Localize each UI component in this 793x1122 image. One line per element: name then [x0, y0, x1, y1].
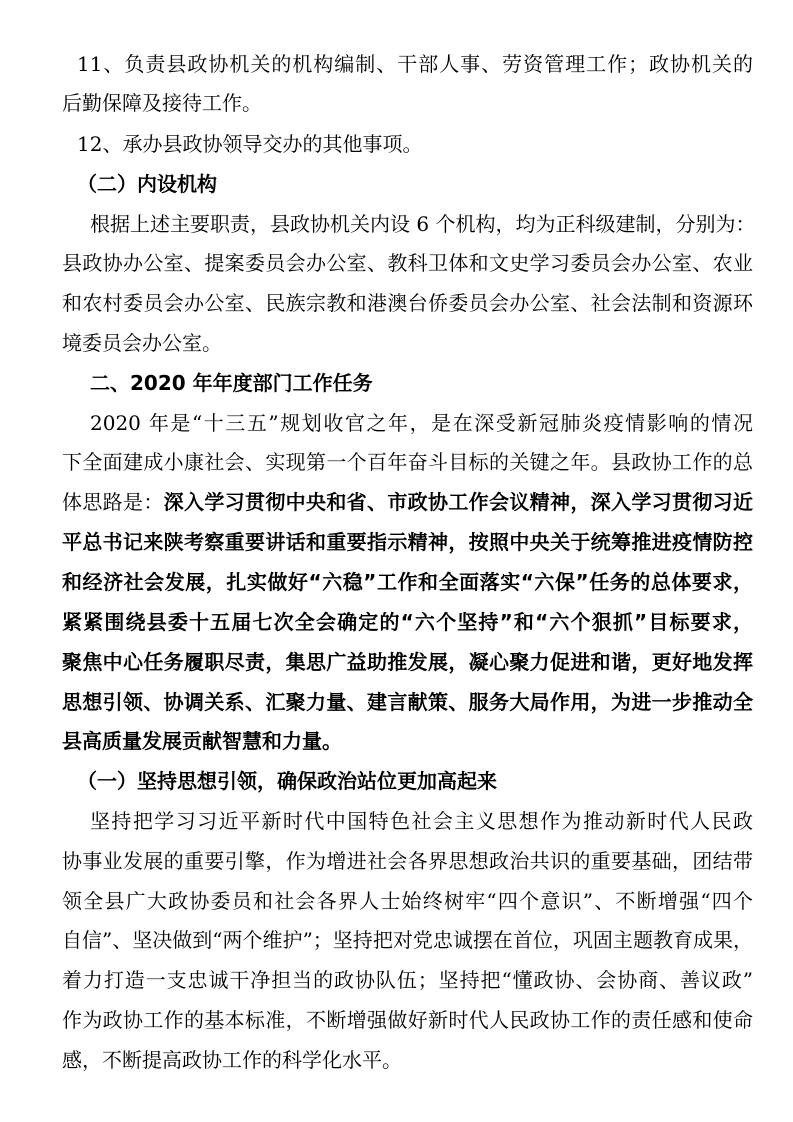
- paragraph-line: 根据上述主要职责，县政协机关内设 6 个机构，均为正科级建制，分别为：: [90, 212, 756, 236]
- paragraph-line: 11、负责县政协机关的机构编制、干部人事、劳资管理工作；政协机关的: [77, 52, 753, 76]
- paragraph-line: 和经济社会发展，扎实做好“六稳”工作和全面落实“六保”任务的总体要求，: [62, 570, 753, 594]
- section-heading: （一）坚持思想引领，确保政治站位更加高起来: [77, 769, 497, 793]
- paragraph-line: 坚持把学习习近平新时代中国特色社会主义思想作为推动新时代人民政: [90, 809, 753, 833]
- paragraph-line: 紧紧围绕县委十五届七次全会确定的“六个坚持”和“六个狠抓”目标要求，: [62, 610, 753, 634]
- paragraph-line: 着力打造一支忠诚干净担当的政协队伍；坚持把“懂政协、会协商、善议政”: [62, 968, 753, 992]
- section-heading: 二、2020 年年度部门工作任务: [90, 371, 373, 395]
- text-segment: 体思路是：: [62, 490, 164, 514]
- section-heading: （二）内设机构: [77, 172, 217, 196]
- paragraph-line: [62, 490, 753, 514]
- paragraph-line: 作为政协工作的基本标准，不断增强做好新时代人民政协工作的责任感和使命: [62, 1008, 753, 1032]
- paragraph-line: 境委员会办公室。: [62, 331, 222, 355]
- paragraph-line: 县政协办公室、提案委员会办公室、教科卫体和文史学习委员会办公室、农业: [62, 251, 753, 275]
- bold-text-segment: 深入学习贯彻中央和省、市政协工作会议精神，深入学习贯彻习近: [163, 490, 754, 514]
- paragraph-line: 2020 年是“十三五”规划收官之年，是在深受新冠肺炎疫情影响的情况: [90, 411, 753, 435]
- paragraph-line: 和农村委员会办公室、民族宗教和港澳台侨委员会办公室、社会法制和资源环: [62, 291, 753, 315]
- paragraph-line: 12、承办县政协领导交办的其他事项。: [77, 132, 423, 156]
- paragraph-line: 思想引领、协调关系、汇聚力量、建言献策、服务大局作用，为进一步推动全: [62, 690, 753, 714]
- paragraph-line: 协事业发展的重要引擎，作为增进社会各界思想政治共识的重要基础，团结带: [62, 849, 753, 873]
- paragraph-line: 领全县广大政协委员和社会各界人士始终树牢“四个意识”、不断增强“四个: [62, 889, 753, 913]
- paragraph-line: 平总书记来陕考察重要讲话和重要指示精神，按照中央关于统筹推进疫情防控: [62, 530, 753, 554]
- paragraph-line: 自信”、坚决做到“两个维护”；坚持把对党忠诚摆在首位，巩固主题教育成果，: [62, 928, 753, 952]
- paragraph-line: 县高质量发展贡献智慧和力量。: [62, 729, 342, 753]
- paragraph-line: 感，不断提高政协工作的科学化水平。: [62, 1048, 402, 1072]
- paragraph-line: 下全面建成小康社会、实现第一个百年奋斗目标的关键之年。县政协工作的总: [62, 450, 753, 474]
- paragraph-line: 聚焦中心任务履职尽责，集思广益助推发展，凝心聚力促进和谐，更好地发挥: [62, 650, 753, 674]
- paragraph-line: 后勤保障及接待工作。: [62, 91, 262, 115]
